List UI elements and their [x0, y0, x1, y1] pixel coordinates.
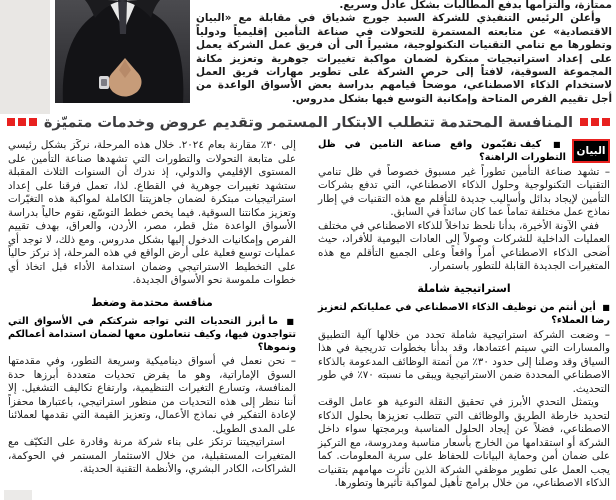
- albayan-logo-text: البيان: [576, 144, 606, 157]
- headline-text: المنافسة المحتدمة تتطلب الابتكار المستمر وتقديم عروض وخدمات متميّزة: [43, 113, 573, 131]
- page-edge-scan-strip: [0, 0, 50, 114]
- answer-paragraph: إلى ٣٠٪ مقارنة بعام ٢٠٢٤. خلال هذه المرحلة، نركّز بشكل رئيسي على متابعة التحولات والتطورات التي تشهدها صناعة التأمين على المستوى الإقليمي والدولي، إذ ندرك أن السنوات الثلاث المقبلة ستشهد تغييرات جوهرية في القطاع. لذا، تعمل فرقنا على إعداد استراتيجيات مبتكرة لضمان جاهزيتنا الكاملة لمواكبة هذه التغيّرات وتعزيز مكانتنا السوقية. فيما يخص خطط التوسّع، نقوم حالياً بدراسة الأسواق الواعدة مثل قطر، مصر، الأردن، والعراق، بهدف تقييم الفرص وإمكانيات الدخول إليها بشكل مدروس. ومع ذلك، لا توجد أي عمليات توسع فعلية على أرض الواقع في هذه المرحلة، إذ نركز حالياً على التخطيط الاستراتيجي وضمان استدامة الأداء قبل اتخاذ أي خطوات ملموسة نحو الأسواق الجديدة.: [8, 139, 297, 286]
- intro-paragraph-end: ممتازة، والتزامها بدفع المطالبات بشكل عادل وسريع.: [339, 0, 612, 11]
- answer-paragraph: – نحن نعمل في أسواق ديناميكية وسريعة التطور، وفي مقدمتها السوق الإماراتية، وهو ما يفرض تحديات متعددة أبرزها حدة المنافسة، وتسارع التغيرات التنظيمية، وارتفاع تكاليف التشغيل. إلا أننا ننظر إلى هذه التحديات من منظور استراتيجي، باعتبارها محفزاً لإعادة التفكير في نماذج الأعمال، وتعزيز القيمة التي نقدمها لعملائنا على المدى الطويل.: [8, 355, 296, 435]
- answer-paragraph: ويتمثل التحدي الأبرز في تحقيق النقلة النوعية هو عامل الوقت لتحديد خارطة الطريق والوظائف التي تتطلب تعزيزها بحلول الذكاء الاصطناعي، فضلاً عن إيجاد الحلول المناسبة وبرمجتها سواء داخل الشركة أو استقدامها من الخارج بأسعار مناسبة ومدروسة، مع التركيز على ضمان أمن وحماية البيانات للحفاظ على سرية المعلومات. كما يجب العمل على تطوير موظفي الشركة الذين تأثرت مهامهم بتقنيات الذكاء الاصطناعي، من خلال برامج تأهيل لمواكبة تأثيرها وتطورها.: [318, 396, 610, 490]
- interview-question: [8, 316, 296, 354]
- albayan-newspaper-logo: [572, 139, 610, 163]
- portrait-illustration: [55, 0, 190, 103]
- section-subhead: استراتيجية شاملة: [417, 281, 511, 295]
- article-intro: [196, 0, 612, 106]
- question-marker-icon: ■: [602, 303, 610, 313]
- interview-question: [318, 139, 610, 165]
- answer-paragraph: – تشهد صناعة التأمين تطوراً غير مسبوق خصوصاً في ظل تنامي التقنيات التكنولوجية وحلول الذكاء الاصطناعي، التي تدفع بشركات التأمين لإيجاد بدائل وأساليب جديدة للتأقلم مع هذه التقنيات في إطار نماذج عمل مختلفة تماماً عما كان سائداً في السابق.: [318, 165, 610, 219]
- question-text: كيف تقيّمون واقع صناعة التأمين في ظل التطورات الراهنة؟: [318, 139, 566, 163]
- question-text: ما أبرز التحديات التي تواجه شركتكم في الأسواق التي تتواجدون فيها، وكيف تتعاملون معها لضمان استدامة أعمالكم ونموها؟: [8, 316, 296, 353]
- answer-paragraph: – وضعت الشركة استراتيجية شاملة تحدد من خلالها آلية التطبيق والمسارات التي سيتم اعتمادها، وقد بدأنا بخطوات تدريجية في هذا السياق وقد وصلنا إلى حدود ٣٠٪ من أتمتة الوظائف المدعومة بالذكاء الاصطناعي المحددة ضمن الاستراتيجية ويبقى ما نسبته ٧٠٪ في طور التحديث.: [318, 328, 610, 395]
- intro-paragraph: وأعلن الرئيس التنفيذي للشركة السيد جورج شدياق في مقابلة مع «البيان الاقتصادية» عن متابعته المستمرة للتحولات في صناعة التأمين إقليمياً ودولياً وتطورها مع تنامي التقنيات التكنولوجية، مشيراً الى أن فريق عمل الشركة يعمل على إعداد استراتيجيات مبتكرة لضمان مواكبة تغييرات جوهرية وتعزيز مكانة المجموعة السوقية، لافتاً إلى حرص الشركة على تطوير مهارات فريق العمل لاستخدام الذكاء الاصطناعي، موضحاً قيامهم بدراسة بعض الأسواق الواعدة من أجل تقييم الفرص المتاحة وإمكانية التوسع فيها بشكل مدروس.: [196, 12, 612, 105]
- answer-paragraph: ففي الآونة الأخيرة، بدأنا نلحظ تداخلاً للذكاء الاصطناعي في مختلف العمليات الداخلية للشركات وصولاً إلى العادات اليومية للأفراد، حيث أضحى الذكاء الاصطناعي أمراً واقعاً وعلى الجميع التأقلم مع هذه المتغيرات الجديدة القابلة للتطور باستمرار.: [318, 219, 610, 273]
- interview-question: [318, 302, 610, 328]
- question-marker-icon: ■: [286, 317, 296, 326]
- red-squares-icon: [580, 118, 610, 126]
- column-second: [8, 139, 296, 500]
- pull-quote-headline: [4, 110, 610, 134]
- ceo-portrait-photo: [55, 0, 190, 103]
- watch-face: [101, 79, 107, 86]
- answer-paragraph: استراتيجيتنا ترتكز على بناء شركة مرنة وقادرة على التكيّف مع المتغيرات المستقبلية، من خلال الاستثمار المستمر في الحوكمة، الشراكات، الكادر البشري، والأنظمة التقنية الحديثة.: [8, 436, 296, 476]
- question-marker-icon: ■: [552, 140, 566, 149]
- question-text: أين أنتم من توظيف الذكاء الاصطناعي في عملياتكم لتعزيز رضا العملاء؟: [318, 302, 610, 326]
- column-first: [318, 139, 610, 500]
- section-subhead: منافسة محتدمة وضغط: [91, 295, 213, 309]
- red-squares-icon: [7, 118, 37, 126]
- article-columns: [8, 139, 610, 500]
